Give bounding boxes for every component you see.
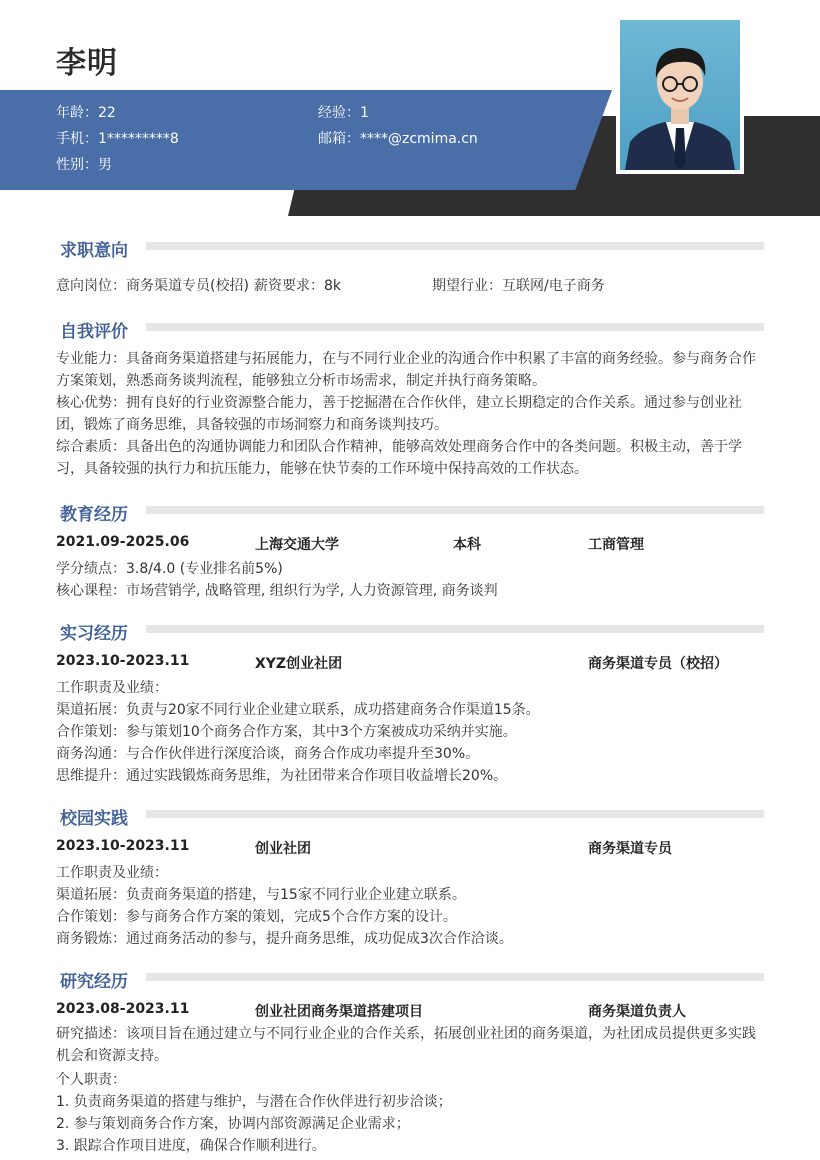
internship-org: XYZ创业社团 xyxy=(255,656,343,672)
gpa: 学分绩点：3.8/4.0 (专业排名前5%) xyxy=(56,561,283,577)
internship-role: 商务渠道专员（校招） xyxy=(588,656,728,672)
self-eval-title: 自我评价 xyxy=(60,322,128,342)
research-period: 2023.08-2023.11 xyxy=(56,1001,190,1017)
education-title: 教育经历 xyxy=(60,505,128,525)
list-item: 渠道拓展：负责与20家不同行业企业建立联系，成功搭建商务合作渠道15条。 xyxy=(56,702,540,718)
experience-field: 经验：1 xyxy=(318,105,369,121)
list-item: 工作职责及业绩： xyxy=(56,680,168,696)
list-item: 合作策划：参与商务合作方案的策划，完成5个合作方案的设计。 xyxy=(56,909,457,925)
degree: 本科 xyxy=(453,537,481,553)
research-divider xyxy=(146,973,764,981)
list-item: 渠道拓展：负责商务渠道的搭建，与15家不同行业企业建立联系。 xyxy=(56,887,466,903)
desired-position: 意向岗位：商务渠道专员(校招) xyxy=(56,278,249,294)
objective-divider xyxy=(146,242,764,250)
phone-field: 手机：1*********8 xyxy=(56,131,179,147)
list-item: 思维提升：通过实践锻炼商务思维，为社团带来合作项目收益增长20%。 xyxy=(56,768,508,784)
list-item: 商务锻炼：通过商务活动的参与，提升商务思维，成功促成3次合作洽谈。 xyxy=(56,931,513,947)
self-eval-paragraph: 专业能力：具备商务渠道搭建与拓展能力，在与不同行业企业的沟通合作中积累了丰富的商务经验。参与商务合作方案策划，熟悉商务谈判流程，能够独立分析市场需求，制定并执行商务策略。 核心优势：拥有良好的行业资源整合能力，善于挖掘潜在合作伙伴，建立长期稳定的合作关系。通过参与创业社团，锻炼了商务思维，具备较强的市场洞察力和商务谈判技巧。 综合素质：具备出色的沟通协调能力和团队合作精神，能够高效处理商务合作中的各类问题。积极主动，善于学习，具备较强的执行力和抗压能力，能够在快节奏的工作环境中保持高效的工作状态。 xyxy=(56,351,756,477)
education-period: 2021.09-2025.06 xyxy=(56,534,190,550)
list-item: 2. 参与策划商务合作方案，协调内部资源满足企业需求； xyxy=(56,1116,410,1132)
research-project: 创业社团商务渠道搭建项目 xyxy=(255,1004,423,1020)
list-item: 1. 负责商务渠道的搭建与维护，与潜在合作伙伴进行初步洽谈； xyxy=(56,1094,452,1110)
research-role: 商务渠道负责人 xyxy=(588,1004,686,1020)
objective-title: 求职意向 xyxy=(60,241,128,261)
list-item: 3. 跟踪合作项目进度，确保合作顺利进行。 xyxy=(56,1138,326,1154)
list-item: 商务沟通：与合作伙伴进行深度洽谈，商务合作成功率提升至30%。 xyxy=(56,746,480,762)
campus-divider xyxy=(146,810,764,818)
candidate-name: 李明 xyxy=(56,46,118,81)
core-courses: 核心课程：市场营销学, 战略管理, 组织行为学, 人力资源管理, 商务谈判 xyxy=(56,583,498,599)
education-divider xyxy=(146,506,764,514)
internship-divider xyxy=(146,625,764,633)
research-description: 研究描述：该项目旨在通过建立与不同行业企业的合作关系，拓展创业社团的商务渠道，为社团成员提供更多实践机会和资源支持。 xyxy=(56,1026,756,1064)
self-eval-divider xyxy=(146,323,764,331)
age-field: 年龄：22 xyxy=(56,105,116,121)
salary-expectation: 薪资要求：8k xyxy=(254,278,342,294)
portrait-icon xyxy=(620,20,740,170)
list-item: 合作策划：参与策划10个商务合作方案，其中3个方案被成功采纳并实施。 xyxy=(56,724,517,740)
major: 工商管理 xyxy=(588,537,644,553)
desired-industry: 期望行业：互联网/电子商务 xyxy=(432,278,605,294)
school-name: 上海交通大学 xyxy=(255,537,339,553)
campus-title: 校园实践 xyxy=(60,809,128,829)
profile-photo xyxy=(616,16,744,174)
campus-org: 创业社团 xyxy=(255,841,311,857)
campus-period: 2023.10-2023.11 xyxy=(56,838,190,854)
email-field: 邮箱：****@zcmima.cn xyxy=(318,131,478,147)
avatar xyxy=(620,20,740,170)
internship-title: 实习经历 xyxy=(60,624,128,644)
list-item: 工作职责及业绩： xyxy=(56,865,168,881)
list-item: 个人职责： xyxy=(56,1072,126,1088)
research-title: 研究经历 xyxy=(60,972,128,992)
campus-role: 商务渠道专员 xyxy=(588,841,672,857)
gender-field: 性别：男 xyxy=(56,157,112,173)
internship-period: 2023.10-2023.11 xyxy=(56,653,190,669)
